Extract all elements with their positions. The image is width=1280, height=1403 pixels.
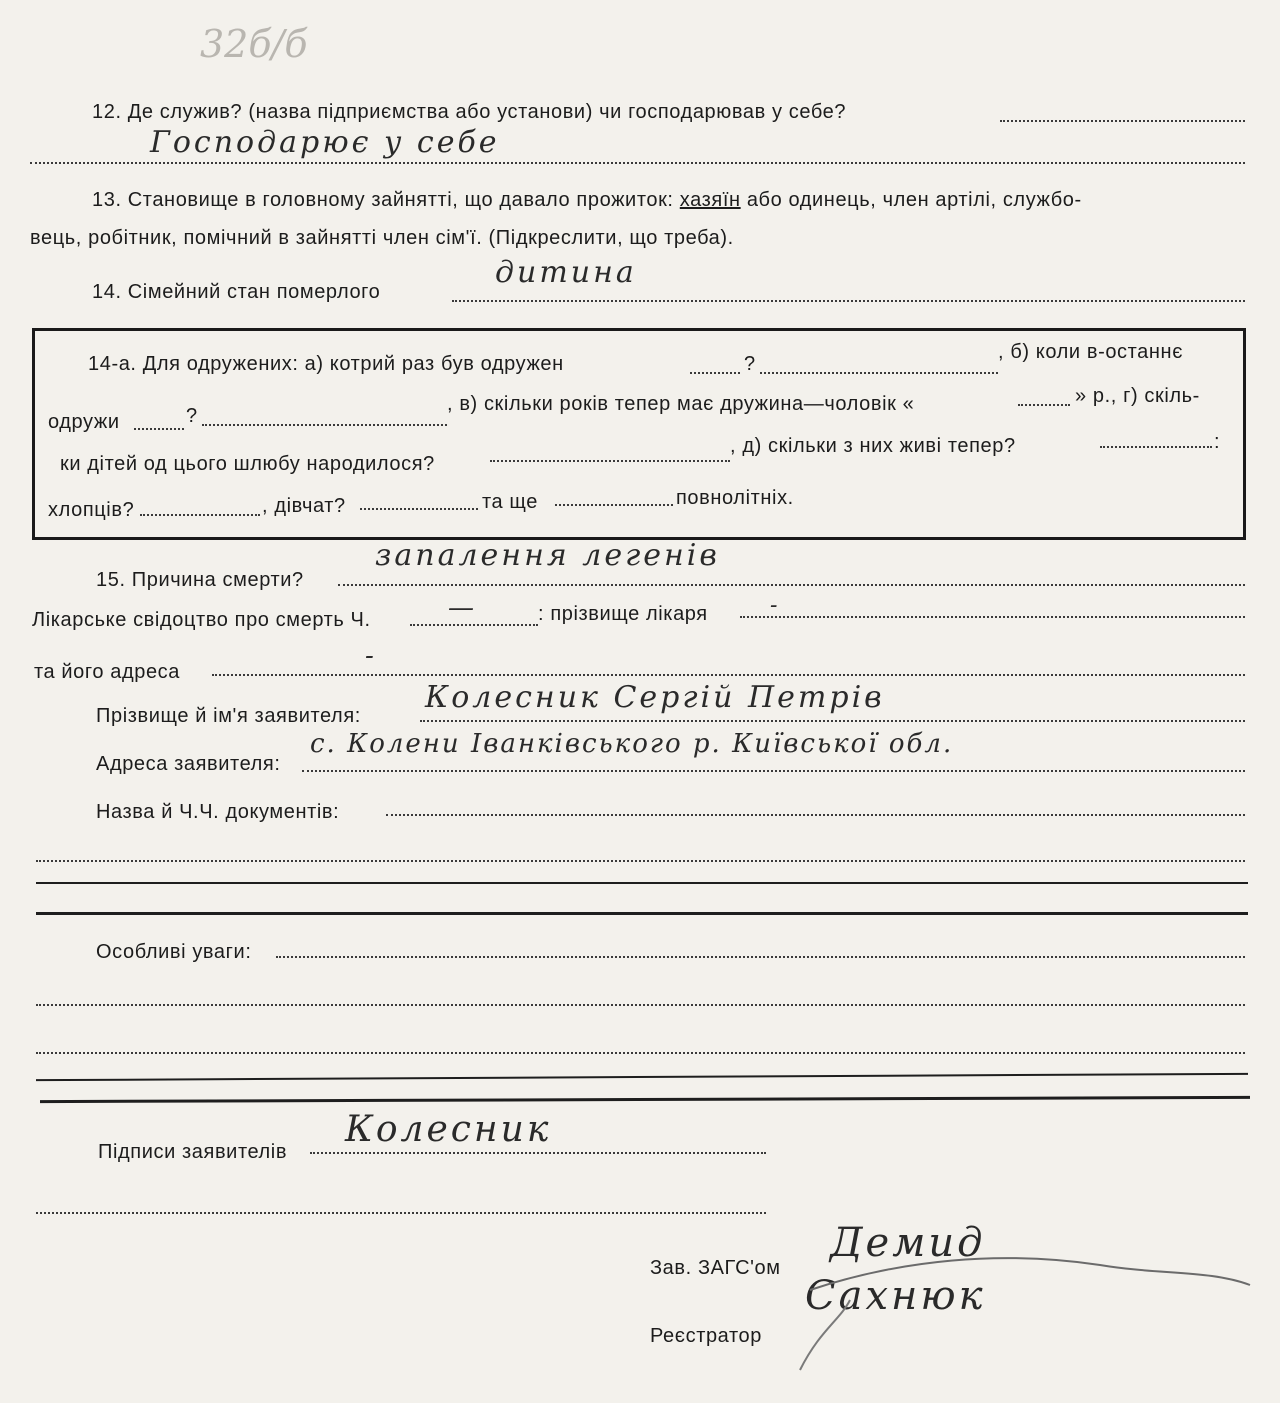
q14a-line2c: , в) скільки років тепер має дружина—чоловік « xyxy=(447,393,915,415)
q14a-blank-alive xyxy=(1100,446,1212,448)
remarks-line-3 xyxy=(36,1052,1245,1054)
signatures-label: Підписи заявителів xyxy=(98,1141,288,1163)
q14a-blank-times xyxy=(690,372,740,374)
q14a-q1: ? xyxy=(744,353,756,375)
q14a-blank-boys xyxy=(140,514,260,516)
documents-label: Назва й Ч.Ч. документів: xyxy=(96,801,340,823)
documents-line-3 xyxy=(36,882,1248,884)
flourish-stroke-1 xyxy=(810,1258,1250,1290)
registry-head-label: Зав. ЗАГС'ом xyxy=(650,1257,781,1279)
q14a-line3a: ки дітей од цього шлюбу народилося? xyxy=(60,453,435,475)
applicant-name-label: Прізвище й ім'я заявителя: xyxy=(96,705,361,727)
documents-line-1 xyxy=(386,814,1245,816)
q14a-line1-end: , б) коли в-останнє xyxy=(998,341,1184,363)
registrar-label: Реєстратор xyxy=(650,1325,762,1347)
q14a-blank-adults xyxy=(555,504,673,506)
q15-answer: запалення легенів xyxy=(375,538,720,573)
section-divider-2 xyxy=(36,1073,1248,1081)
q12-line-2 xyxy=(30,162,1245,164)
medical-label-b: : прізвище лікаря xyxy=(538,603,708,625)
q14a-line3c: : xyxy=(1214,431,1221,453)
signatures-line-1 xyxy=(310,1152,766,1154)
q13-line2: вець, робітник, помічний в зайнятті член сім'ї. (Підкреслити, що треба). xyxy=(30,227,734,249)
registry-head-signature: Демид xyxy=(830,1220,986,1266)
medical-line-doctor xyxy=(740,616,1245,618)
medical-value-no: — xyxy=(448,593,477,623)
applicant-address-label: Адреса заявителя: xyxy=(96,753,281,775)
q14a-line4d: повнолітніх. xyxy=(676,487,794,509)
q14a-blank-born xyxy=(490,460,730,462)
q14a-blank-2b xyxy=(202,424,447,426)
q14a-blank-when xyxy=(760,372,998,374)
applicant-address-value: с. Колени Іванківського р. Київської обл. xyxy=(310,729,954,759)
q15-label: 15. Причина смерти? xyxy=(96,569,304,591)
q12-label: 12. Де служив? (назва підприємства або установи) чи господарював у себе? xyxy=(92,101,847,123)
q14a-line2b: ? xyxy=(186,405,198,427)
applicant-name-value: Колесник Сергій Петрів xyxy=(425,680,885,715)
q13-line1-rest: або одинець, член артілі, службо- xyxy=(746,189,1082,211)
q12-answer: Господарює у себе xyxy=(150,125,500,160)
q14a-line1-text: 14-а. Для одружених: а) котрий раз був одружен xyxy=(88,353,564,375)
applicant-name-line xyxy=(420,720,1245,722)
q14-answer: дитина xyxy=(495,255,637,290)
documents-line-2 xyxy=(36,860,1245,862)
medical-address-line xyxy=(212,674,1245,676)
q14-label: 14. Сімейний стан померлого xyxy=(92,281,381,303)
q12-line-1 xyxy=(1000,120,1245,122)
q14a-blank-girls xyxy=(360,508,478,510)
medical-address-label: та його адреса xyxy=(34,661,181,683)
applicant-signature: Колесник xyxy=(345,1109,552,1150)
section-divider-3 xyxy=(40,1096,1250,1103)
q15-line xyxy=(338,584,1245,586)
q14a-line2d: » р., г) скіль- xyxy=(1075,385,1200,407)
medical-address-value: - xyxy=(365,641,377,671)
section-divider-1 xyxy=(36,912,1248,915)
remarks-label: Особливі уваги: xyxy=(96,941,252,963)
signatures-line-2 xyxy=(36,1212,766,1214)
q13-line1 xyxy=(92,188,1082,212)
q14a-line4a: хлопців? xyxy=(48,499,135,521)
q13-line1-text: 13. Становище в головному зайнятті, що давало прожиток: xyxy=(92,189,674,211)
remarks-line-2 xyxy=(36,1004,1245,1006)
q14a-line2a: одружи xyxy=(48,411,120,433)
archive-number: 32б/б xyxy=(200,22,308,66)
q14a-blank-2a xyxy=(134,428,184,430)
q14a-line1 xyxy=(88,352,564,376)
q14a-line4b: , дівчат? xyxy=(262,495,346,517)
signature-flourish xyxy=(780,1230,1260,1380)
remarks-line-1 xyxy=(276,956,1245,958)
flourish-stroke-2 xyxy=(800,1300,850,1370)
q14a-blank-age xyxy=(1018,404,1070,406)
q14-line xyxy=(452,300,1245,302)
medical-value-doctor: - xyxy=(770,593,781,618)
q14a-line3b: , д) скільки з них живі тепер? xyxy=(730,435,1016,457)
q14a-line4c: та ще xyxy=(482,491,538,513)
q13-owner-underlined: хазяїн xyxy=(679,189,741,211)
applicant-address-line xyxy=(302,770,1245,772)
medical-label-a: Лікарське свідоцтво про смерть Ч. xyxy=(32,609,371,631)
registrar-signature: Сахнюк xyxy=(805,1273,986,1319)
